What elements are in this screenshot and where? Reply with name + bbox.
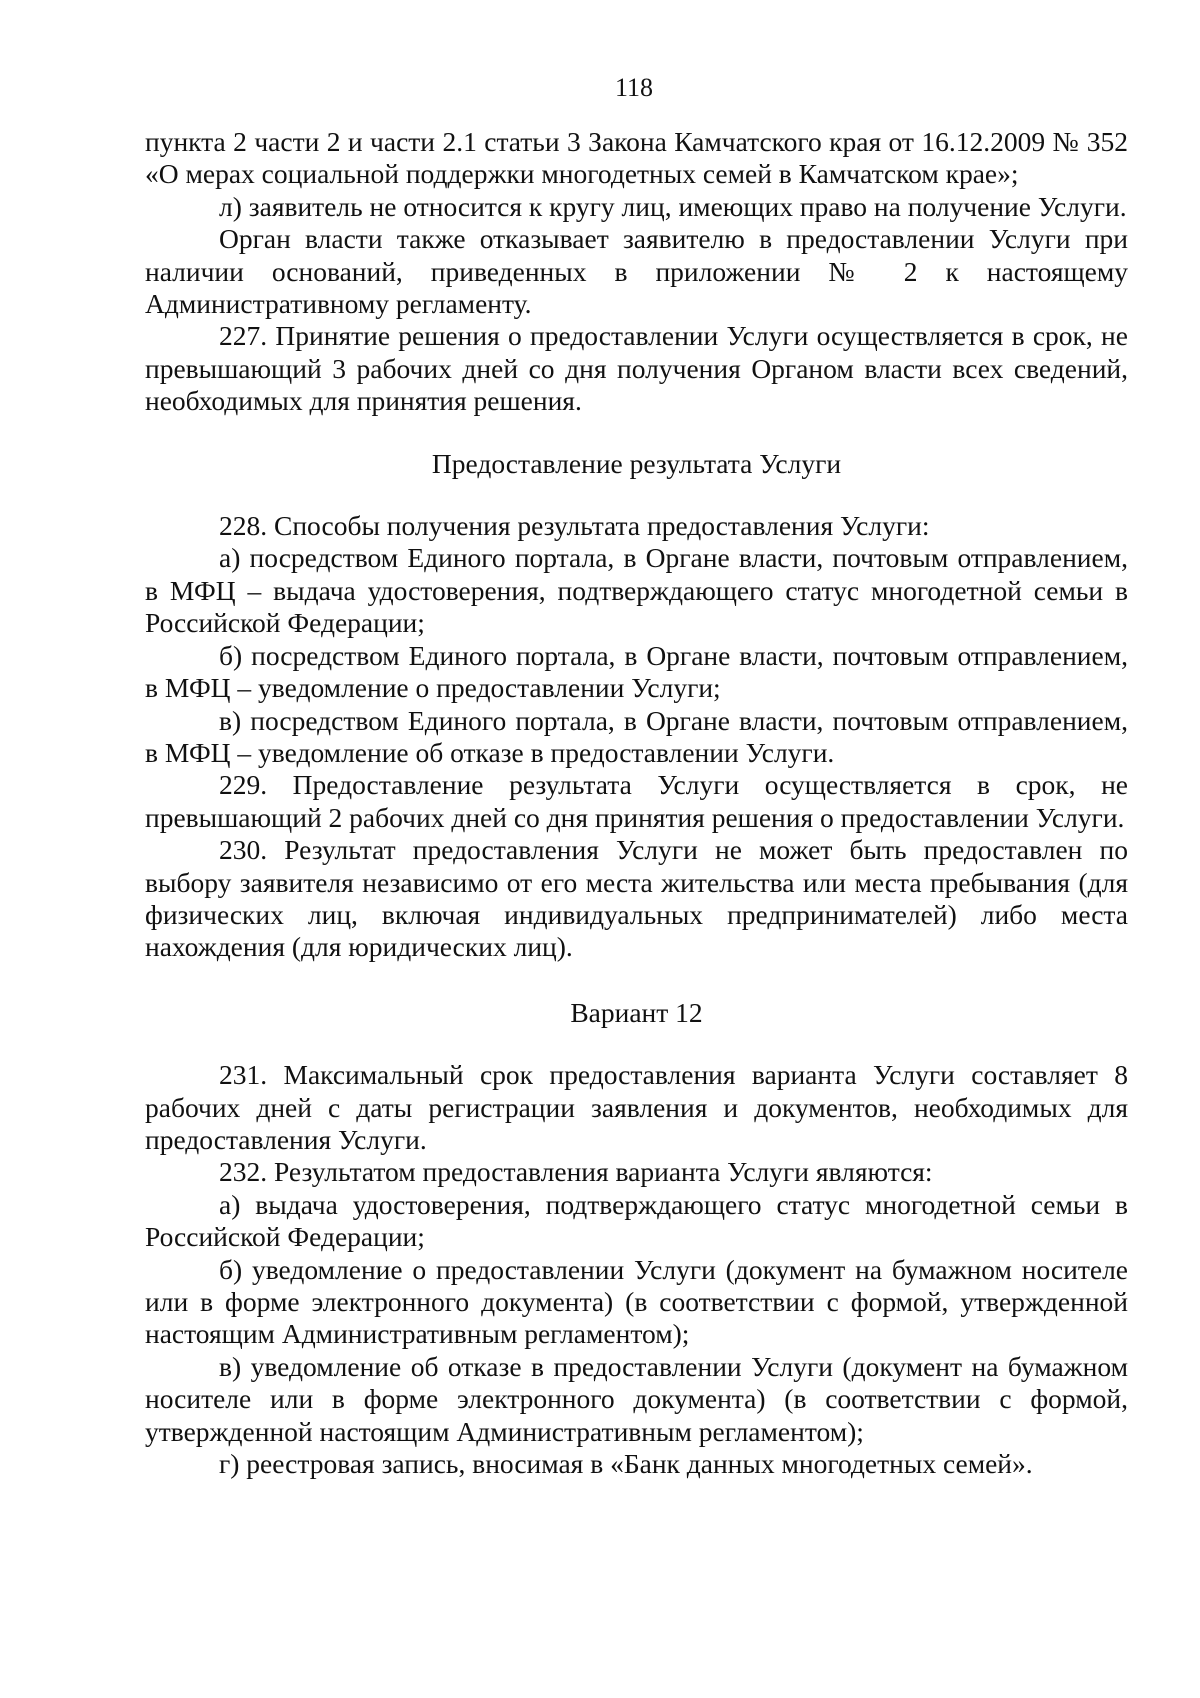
paragraph: б) уведомление о предоставлении Услуги (документ на бумажном носителе или в форме электронного документа) (в соответствии с формой, утвержденной настоящим Административным регламентом);	[145, 1253, 1128, 1350]
paragraph: а) посредством Единого портала, в Органе власти, почтовым отправлением, в МФЦ – выдача удостоверения, подтверждающего статус многодетной семьи в Российской Федерации;	[145, 542, 1128, 639]
section-heading-result: Предоставление результата Услуги	[431, 447, 842, 479]
block-1	[145, 126, 1128, 418]
paragraph: 231. Максимальный срок предоставления варианта Услуги составляет 8 рабочих дней с даты регистрации заявления и документов, необходимых для предоставления Услуги.	[145, 1059, 1128, 1155]
page-number: 118	[614, 73, 654, 102]
paragraph: г) реестровая запись, вносимая в «Банк данных многодетных семей».	[219, 1448, 1033, 1480]
paragraph: 232. Результатом предоставления варианта Услуги являются:	[219, 1156, 933, 1188]
block-2	[145, 510, 1128, 964]
paragraph: б) посредством Единого портала, в Органе власти, почтовым отправлением, в МФЦ – уведомление о предоставлении Услуги;	[145, 639, 1128, 704]
document-body	[145, 126, 1128, 1480]
paragraph: пункта 2 части 2 и части 2.1 статьи 3 Закона Камчатского края от 16.12.2009 № 352 «О мерах социальной поддержки многодетных семей в Камчатском крае»;	[145, 126, 1128, 190]
paragraph: 228. Способы получения результата предоставления Услуги:	[219, 510, 930, 542]
block-3	[145, 1059, 1128, 1480]
paragraph: л) заявитель не относится к кругу лиц, имеющих право на получение Услуги.	[219, 190, 1127, 222]
paragraph: 229. Предоставление результата Услуги осуществляется в срок, не превышающий 2 рабочих дней со дня принятия решения о предоставлении Услуги.	[145, 769, 1128, 833]
paragraph: в) посредством Единого портала, в Органе власти, почтовым отправлением, в МФЦ – уведомление об отказе в предоставлении Услуги.	[145, 704, 1128, 768]
paragraph: в) уведомление об отказе в предоставлении Услуги (документ на бумажном носителе или в форме электронного документа) (в соответствии с формой, утвержденной настоящим Административным регламентом);	[145, 1350, 1128, 1447]
paragraph: а) выдача удостоверения, подтверждающего статус многодетной семьи в Российской Федерации;	[145, 1188, 1128, 1253]
paragraph: Орган власти также отказывает заявителю в предоставлении Услуги при наличии оснований, приведенных в приложении № 2 к настоящему Административному регламенту.	[145, 223, 1128, 320]
paragraph: 230. Результат предоставления Услуги не может быть предоставлен по выбору заявителя независимо от его места жительства или места пребывания (для физических лиц, включая индивидуальных предпринимателей) либо места нахождения (для юридических лиц).	[145, 834, 1128, 963]
section-heading-variant: Вариант 12	[570, 996, 703, 1028]
paragraph: 227. Принятие решения о предоставлении Услуги осуществляется в срок, не превышающий 3 рабочих дней со дня получения Органом власти всех сведений, необходимых для принятия решения.	[145, 320, 1128, 417]
